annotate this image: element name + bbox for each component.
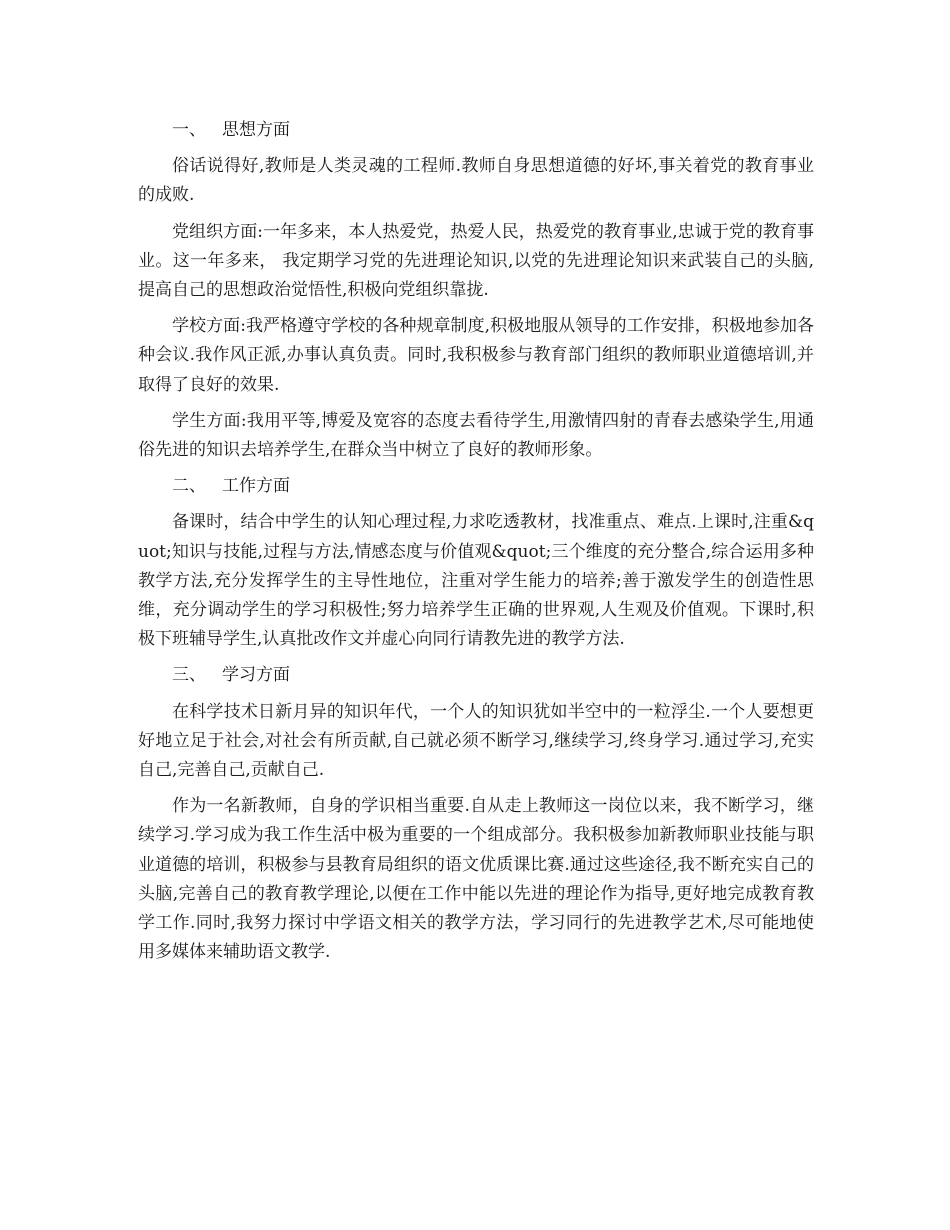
section-number: 三、 bbox=[172, 665, 206, 686]
document-body bbox=[138, 116, 814, 974]
paragraph: 学生方面:我用平等,博爱及宽容的态度去看待学生,用激情四射的青春去感染学生,用通俗先进的知识去培养学生,在群众当中树立了良好的教师形象。 bbox=[138, 410, 814, 461]
paragraph: 作为一名新教师，自身的学识相当重要.自从走上教师这一岗位以来，我不断学习，继续学习.学习成为我工作生活中极为重要的一个组成部分。我积极参加新教师职业技能与职业道德的培训，积极参与县教育局组织的语文优质课比赛.通过这些途径,我不断充实自己的头脑,完善自己的教育教学理论,以便在工作中能以先进的理论作为指导,更好地完成教育教学工作.同时,我努力探讨中学语文相关的教学方法，学习同行的先进教学艺术,尽可能地使用多媒体来辅助语文教学. bbox=[138, 796, 814, 963]
section-title: 工作方面 bbox=[222, 476, 290, 497]
section-title: 思想方面 bbox=[222, 120, 290, 140]
section-heading-2 bbox=[138, 472, 814, 501]
paragraph: 俗话说得好,教师是人类灵魂的工程师.教师自身思想道德的好坏,事关着党的教育事业的成败. bbox=[138, 156, 814, 206]
section-number: 一、 bbox=[172, 120, 206, 140]
section-heading-1 bbox=[138, 116, 814, 145]
paragraph: 在科学技术日新月异的知识年代，一个人的知识犹如半空中的一粒浮尘.一个人要想更好地立足于社会,对社会有所贡献,自己就必须不断学习,继续学习,终身学习.通过学习,充实自己,完善自己,贡献自己. bbox=[138, 701, 814, 781]
section-title: 学习方面 bbox=[222, 665, 290, 686]
paragraph: 备课时，结合中学生的认知心理过程,力求吃透教材，找准重点、难点.上课时,注重&quot;知识与技能,过程与方法,情感态度与价值观&quot;三个维度的充分整合,综合运用多种教学方法,充分发挥学生的主导性地位，注重对学生能力的培养;善于激发学生的创造性思维，充分调动学生的学习积极性;努力培养学生正确的世界观,人生观及价值观。下课时,积极下班辅导学生,认真批改作文并虚心向同行请教先进的教学方法. bbox=[138, 512, 814, 650]
paragraph: 学校方面:我严格遵守学校的各种规章制度,积极地服从领导的工作安排，积极地参加各种会议.我作风正派,办事认真负责。同时,我积极参与教育部门组织的教师职业道德培训,并取得了良好的效果. bbox=[138, 316, 814, 395]
section-heading-3 bbox=[138, 661, 814, 690]
paragraph: 党组织方面:一年多来，本人热爱党，热爱人民，热爱党的教育事业,忠诚于党的教育事业。这一年多来， 我定期学习党的先进理论知识,以党的先进理论知识来武装自己的头脑,提高自己的思想政治觉悟性,积极向党组织靠拢. bbox=[138, 221, 814, 301]
section-number: 二、 bbox=[172, 476, 206, 497]
